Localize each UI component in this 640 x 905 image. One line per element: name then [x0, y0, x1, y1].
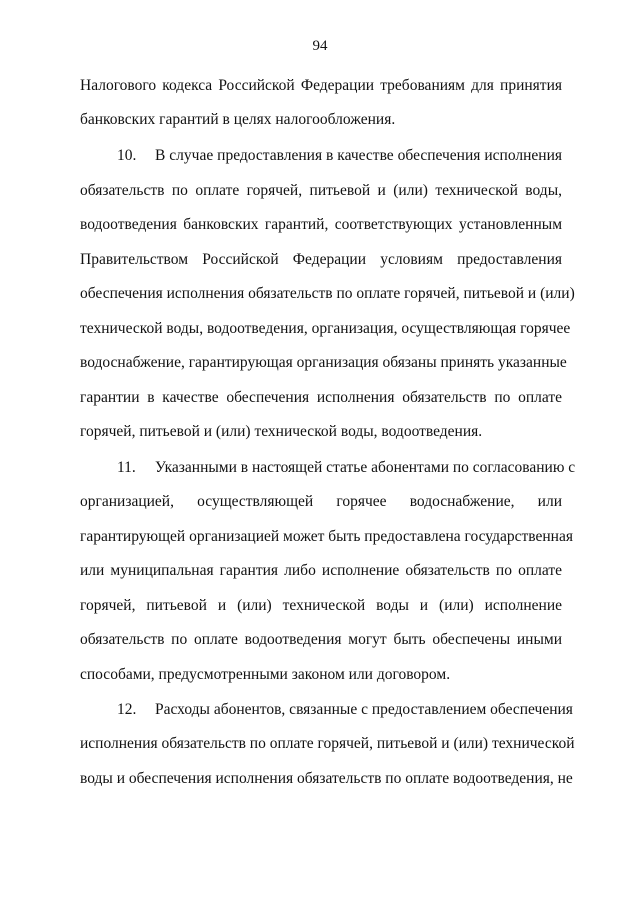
text-line: обеспечения исполнения обязательств по оплате горячей, питьевой и (или)	[80, 285, 575, 302]
text-line: водоснабжение, гарантирующая организация обязаны принять указанные	[80, 354, 567, 371]
page-number: 94	[312, 38, 328, 54]
paragraph-10-first-line	[117, 146, 562, 166]
paragraph-number: 12.	[117, 701, 137, 718]
text-line: Правительством Российской Федерации условиям предоставления	[80, 251, 562, 268]
text-line: В случае предоставления в качестве обеспечения исполнения	[155, 147, 562, 164]
text-line: обязательств по оплате водоотведения могут быть обеспечены иными	[80, 631, 562, 648]
text-line: обязательств по оплате горячей, питьевой и (или) технической воды,	[80, 182, 562, 199]
paragraph-number: 11.	[117, 459, 136, 476]
text-line: водоотведения банковских гарантий, соответствующих установленным	[80, 216, 562, 233]
text-line: горячей, питьевой и (или) технической воды, водоотведения.	[80, 423, 483, 440]
paragraph-11-first-line	[117, 458, 576, 478]
text-line: технической воды, водоотведения, организация, осуществляющая горячее	[80, 320, 571, 337]
text-line: исполнения обязательств по оплате горячей, питьевой и (или) технической	[80, 735, 575, 752]
text-line: Расходы абонентов, связанные с предоставлением обеспечения	[155, 701, 573, 718]
text-line: горячей, питьевой и (или) технической воды и (или) исполнение	[80, 597, 562, 614]
text-line: Указанными в настоящей статье абонентами по согласованию с	[155, 459, 576, 476]
text-line: гарантирующей организацией может быть предоставлена государственная	[80, 528, 573, 545]
text-line: гарантии в качестве обеспечения исполнения обязательств по оплате	[80, 389, 562, 406]
paragraph-number: 10.	[117, 147, 137, 164]
text-line: Налогового кодекса Российской Федерации требованиям для принятия	[80, 77, 562, 94]
text-line: организацией, осуществляющей горячее водоснабжение, или	[80, 493, 562, 510]
text-line: или муниципальная гарантия либо исполнение обязательств по оплате	[80, 562, 562, 579]
text-line: воды и обеспечения исполнения обязательств по оплате водоотведения, не	[80, 770, 573, 787]
paragraph-12-first-line	[117, 700, 573, 720]
text-line: банковских гарантий в целях налогообложения.	[80, 111, 396, 128]
text-line: способами, предусмотренными законом или договором.	[80, 666, 451, 683]
